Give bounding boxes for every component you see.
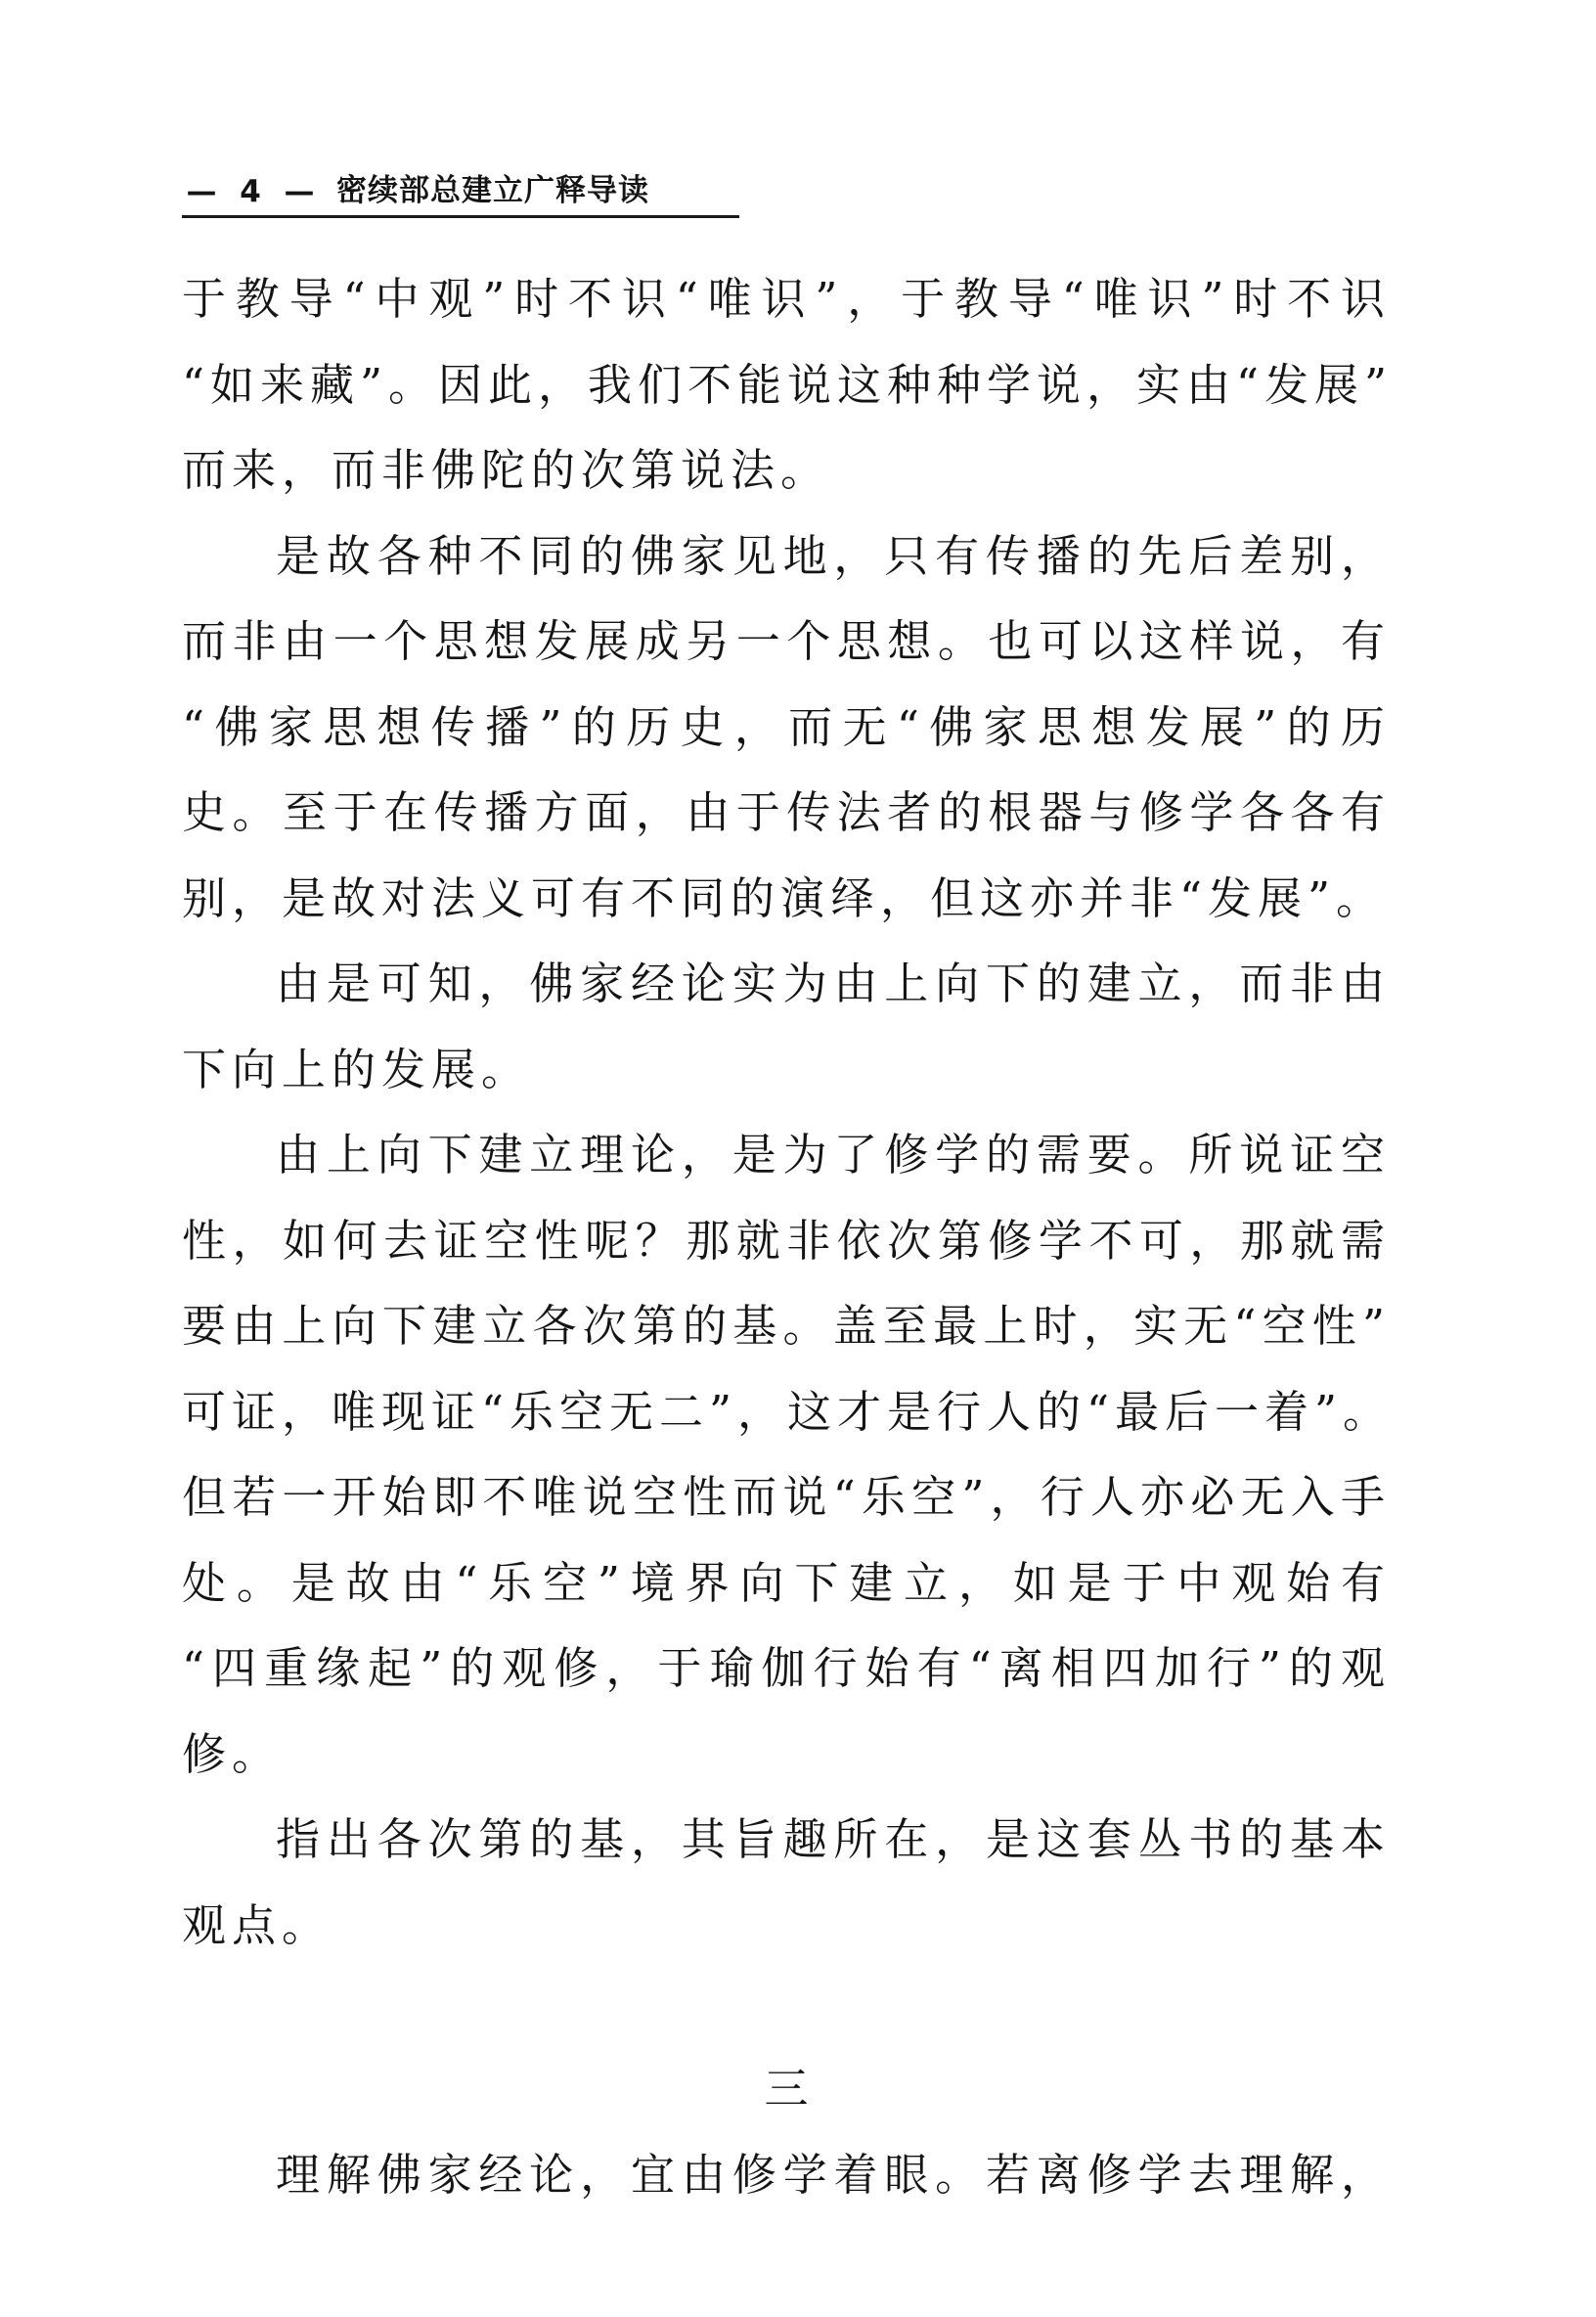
text-line: 下向上的发展。 [182,1043,532,1095]
text-line: 于教导“中观”时不识“唯识”，于教导“唯识”时不识 [182,273,1391,325]
text-line: 别，是故对法义可有不同的演绎，但这亦并非“发展”。 [182,871,1387,924]
text-line: 是故各种不同的佛家见地，只有传播的先后差别， [276,529,1391,582]
header-dash-left: — [186,174,217,209]
text-line: 指出各次第的基，其旨趣所在，是这套丛书的基本 [276,1813,1391,1865]
text-line: 可证，唯现证“乐空无二”，这才是行人的“最后一着”。 [182,1385,1394,1438]
book-title: 密续部总建立广释导读 [336,173,649,208]
section-number: 三 [764,2063,809,2115]
body-text [182,256,1394,2217]
header-dash-right: — [284,174,315,209]
text-line: 而非由一个思想发展成另一个思想。也可以这样说，有 [182,615,1391,667]
text-line: 处。是故由“乐空”境界向下建立，如是于中观始有 [182,1556,1391,1609]
text-line: 由是可知，佛家经论实为由上向下的建立，而非由 [276,958,1391,1009]
text-line: 性，如何去证空性呢？那就非依次第修学不可，那就需 [182,1214,1391,1267]
text-line: 但若一开始即不唯说空性而说“乐空”，行人亦必无入手 [182,1471,1391,1523]
running-header [182,164,739,218]
text-line: 而来，而非佛陀的次第说法。 [182,444,831,496]
text-line: 修。 [182,1727,283,1780]
text-line: “佛家思想传播”的历史，而无“佛家思想发展”的历 [182,700,1391,753]
text-line: 观点。 [182,1898,332,1951]
text-line: “如来藏”。因此，我们不能说这种种学说，实由“发展” [182,358,1394,411]
text-line: 由上向下建立理论，是为了修学的需要。所说证空 [276,1129,1391,1181]
text-line: 史。至于在传播方面，由于传法者的根器与修学各各有 [182,786,1391,838]
text-line: “四重缘起”的观修，于瑜伽行始有“离相四加行”的观 [182,1642,1391,1694]
text-line: 理解佛家经论，宜由修学着眼。若离修学去理解， [276,2148,1391,2201]
text-line: 要由上向下建立各次第的基。盖至最上时，实无“空性” [182,1300,1391,1352]
page-number: 4 [240,174,261,209]
